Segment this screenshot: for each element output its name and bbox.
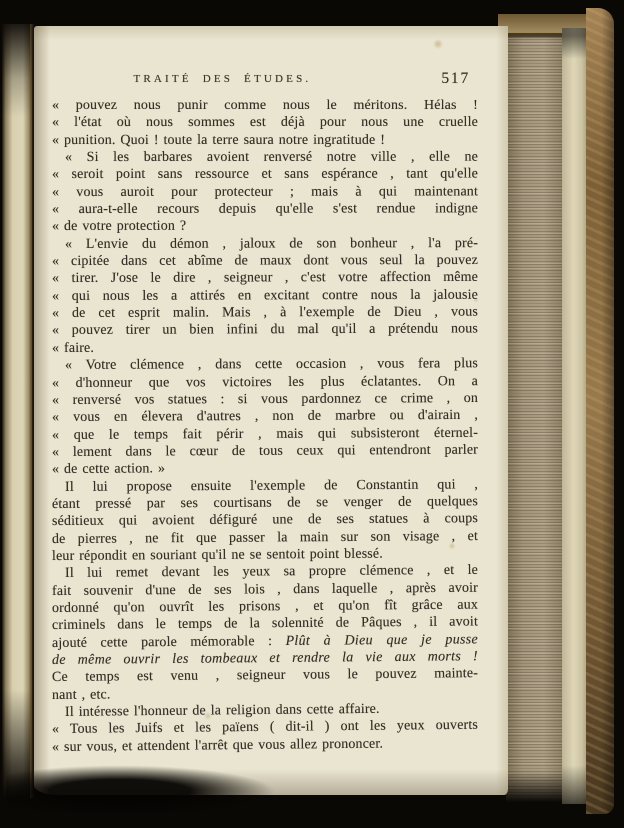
line-text: criminels dans le temps de la solennité de Pâques , il avoit <box>51 614 479 634</box>
italic-quote-text: Plût à Dieu que je pusse <box>285 631 479 649</box>
text-line <box>52 407 478 426</box>
text-line <box>52 459 478 479</box>
line-text: « tirer. J'ose le dire , seigneur , c'est votre affection même <box>51 270 479 287</box>
page-number: 517 <box>441 70 470 87</box>
line-text: « Tous les Juifs et les païens ( dit-il ) ont les yeux ouverts <box>51 718 479 738</box>
text-line <box>52 373 478 392</box>
line-text: séditieux qui avoient défiguré une de ses statues à coups <box>51 511 479 530</box>
text-line <box>52 338 478 357</box>
line-text: Ce temps est venu , seigneur vous le pouvez mainte- <box>51 666 479 686</box>
flyleaf-edge <box>562 28 588 804</box>
text-line <box>52 321 478 340</box>
line-text: « pouvez tirer un bien infini du mal qu'il a prétendu nous <box>51 321 479 339</box>
line-text: Il lui remet devant les yeux sa propre clémence , et le <box>64 563 479 582</box>
page-content <box>34 26 508 795</box>
line-text: « Votre clémence , dans cette occasion , vous fera plus <box>64 356 479 374</box>
text-line <box>52 269 478 288</box>
text-line <box>52 166 478 184</box>
line-text: ajouté cette parole mémorable : <box>51 633 286 651</box>
line-text: « aura-t-elle recours depuis qu'elle s'est rendue indigne <box>51 201 479 218</box>
text-line <box>52 252 478 270</box>
line-text: « faire. <box>51 340 95 356</box>
line-text: « de cet esprit malin. Mais , à l'exemple de Dieu , vous <box>51 304 479 322</box>
line-text: « punition. Quoi ! toute la terre saura notre ingratitude ! <box>51 132 386 148</box>
line-text: « Si les barbares avoient renversé notre ville , elle ne <box>64 149 479 166</box>
line-text: « renversé vos statues : si vous pardonnez ce crime , on <box>51 390 479 408</box>
text-block <box>52 97 478 756</box>
fore-edge-page-stack <box>506 33 564 802</box>
line-text: « qui nous les a attirés en excitant contre nous la jalousie <box>51 287 479 304</box>
line-text: « l'état où nous sommes est déjà pour nous une cruelle <box>51 115 479 131</box>
line-text: « L'envie du démon , jaloux de son bonheur , l'a pré- <box>64 235 479 252</box>
text-line <box>52 218 478 236</box>
text-line <box>52 149 478 167</box>
italic-quote-text: de même ouvrir les tombeaux et rendre la vie aux morts ! <box>51 649 479 668</box>
line-text: fait souvenir d'une de ses lois , dans laquelle , après avoir <box>51 580 479 599</box>
facing-page-edge <box>2 24 32 798</box>
line-text: « pouvez nous punir comme nous le méritons. Hélas ! <box>52 98 478 113</box>
line-text: « de cette action. » <box>51 461 166 478</box>
line-text: Il lui propose ensuite l'exemple de Constantin qui , <box>64 476 479 495</box>
text-line <box>52 131 478 149</box>
text-line <box>52 424 478 444</box>
line-text: Il intéresse l'honneur de la religion dans cette affaire. <box>64 701 380 720</box>
line-text: « vous auroit pour protecteur ; mais à qui maintenant <box>51 184 479 200</box>
line-text: « seroit point sans ressource et sans espérance , tant qu'elle <box>51 166 479 183</box>
text-line <box>52 200 478 218</box>
text-line <box>52 183 478 201</box>
line-text: « vous en élevera d'autres , non de marbre ou d'airain , <box>51 408 479 426</box>
line-text: « de votre protection ? <box>51 219 187 235</box>
line-text: étant pressé par ses courtisans de se venger de quelques <box>51 494 479 512</box>
text-line <box>52 734 478 756</box>
page-header-title: TRAITÉ DES ÉTUDES. <box>133 73 312 85</box>
line-text: ordonné qu'on ouvrît les prisons , et qu'on fît grâce aux <box>51 597 479 616</box>
running-head <box>52 70 478 90</box>
line-text: « lement dans le cœur de tous ceux qui entendront parler <box>51 442 479 460</box>
book-cover-edge <box>586 8 614 814</box>
text-line <box>52 286 478 305</box>
text-line <box>52 355 478 374</box>
line-text: nant , etc. <box>51 687 111 703</box>
text-line <box>52 97 478 114</box>
line-text: « d'honneur que vos victoires les plus éclatantes. On a <box>51 373 479 391</box>
line-text: « sur vous, et attendent l'arrêt que vous allez prononcer. <box>51 736 384 755</box>
book-page <box>34 26 508 795</box>
text-line <box>52 114 478 131</box>
line-text: « que le temps fait périr , mais qui subsisteront éternel- <box>51 425 479 443</box>
line-text: leur répondit en souriant qu'il ne se sentoit point blessé. <box>51 546 383 564</box>
text-line <box>52 304 478 323</box>
line-text: « cipitée dans cet abîme de maux dont vous seul la pouvez <box>51 253 479 270</box>
text-line <box>52 235 478 253</box>
line-text: de pierres , ne fit que passer la main sur son visage , et <box>51 528 479 547</box>
